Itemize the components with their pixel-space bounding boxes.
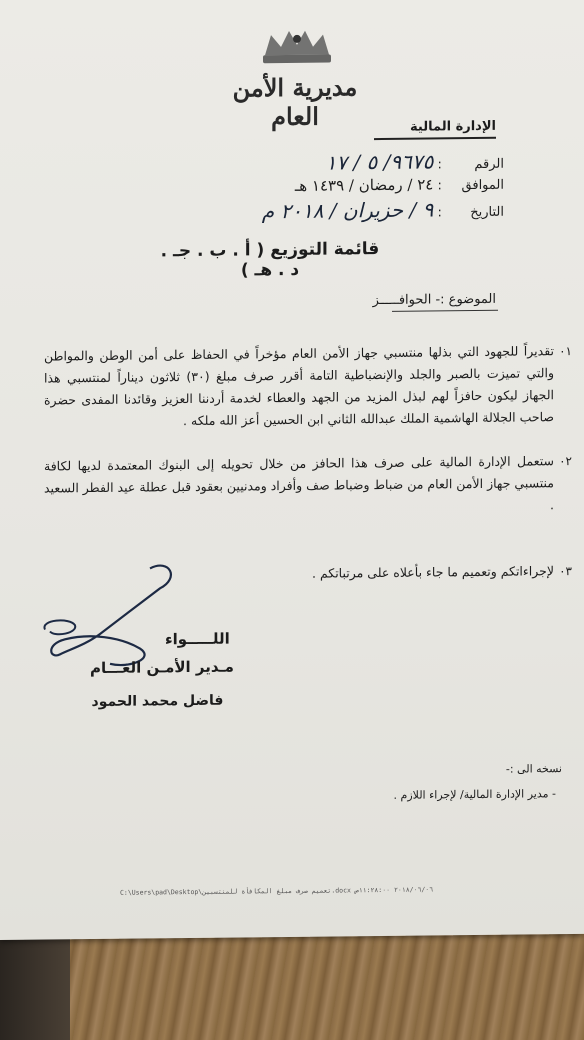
paragraph-number: ٠٣ [559,564,572,579]
signatory-rank: اللـــــواء [165,629,230,649]
document-date-row: التاريخ : ٩ / حزيران / ٢٠١٨ م [261,197,504,224]
corresponding-date-value: ٢٤ / رمضان / ١٤٣٩ هـ [294,175,434,195]
department-name: الإدارة المالية [410,118,496,135]
distribution-list-title: قائمة التوزيع ( أ . ب . جـ . د . هـ ) [160,239,380,281]
file-path-footer: C:\Users\pad\Desktop\تعميم صرف مبلغ المكافأة للمنتسبين.docx ٢٠١٨/٠٦/٠٦ ١١:٢٨:٠٠ص [120,885,434,897]
desk-shadow [0,930,70,1040]
copy-item-text: مدير الإدارة المالية/ لإجراء اللازم . [393,787,549,802]
reference-number-row: الرقم : ٩٦٧٥/ ٥ / ١٧ [325,149,504,175]
paragraph-number: ٠١ [559,344,572,359]
copy-to-item [394,787,556,802]
subject-line: الموضوع :- الحوافـــــز [372,291,496,309]
corresponding-date-label: الموافق [461,177,504,194]
copy-to-label: نسخه الى :- [505,762,562,776]
paragraph-text: ستعمل الإدارة المالية على صرف هذا الحافز من خلال تحويله إلى البنوك المعتمدة لديها لكافة منتسبي جهاز الأمن العام من ضباط وضباط صف وأفراد ومدنيين بعقود قبل عطلة عيد الفطر السعيد . [44,453,554,513]
signatory-position: مـدير الأمـن العـــام [90,657,234,678]
signatory-name: فاضل محمد الحمود [91,692,224,711]
directorate-logo-text: مديرية الأمن العام [232,72,358,132]
paragraph-number: ٠٢ [559,454,572,469]
department-underline [374,137,496,140]
paragraph-1 [44,340,572,433]
paragraph-2 [44,450,572,521]
copy-bullet: - [548,787,556,801]
subject-underline [392,310,498,312]
paragraph-text: تقديراً للجهود التي بذلها منتسبي جهاز الأمن العام مؤخراً في الحفاظ على أمن الوطن والمواطن والتي تميزت بالصبر والجلد والإنضباطية التامة أقرر صرف مبلغ (٣٠) ثلاثون ديناراً لمنتسبي هذا الجهاز ليكون حافزاً لهم لبذل المزيد من الجهد والعطاء لخدمة أردننا العزيز وقائدنا المفدى حضرة صاحب الجلالة الهاشمية الملك عبدالله الثاني ابن الحسين أعز الله ملكه . [44,343,554,429]
document-date-value: ٩ / حزيران / ٢٠١٨ م [261,197,434,224]
paragraph-text: لإجراءاتكم وتعميم ما جاء بأعلاه على مرتباتكم . [312,563,554,581]
reference-number-value: ٩٦٧٥/ ٥ / ١٧ [325,149,434,175]
crown-emblem-icon [257,24,337,67]
reference-number-label: الرقم [474,156,504,173]
document-date-label: التاريخ [470,204,504,221]
corresponding-date-row: الموافق : ٢٤ / رمضان / ١٤٣٩ هـ [294,175,504,195]
